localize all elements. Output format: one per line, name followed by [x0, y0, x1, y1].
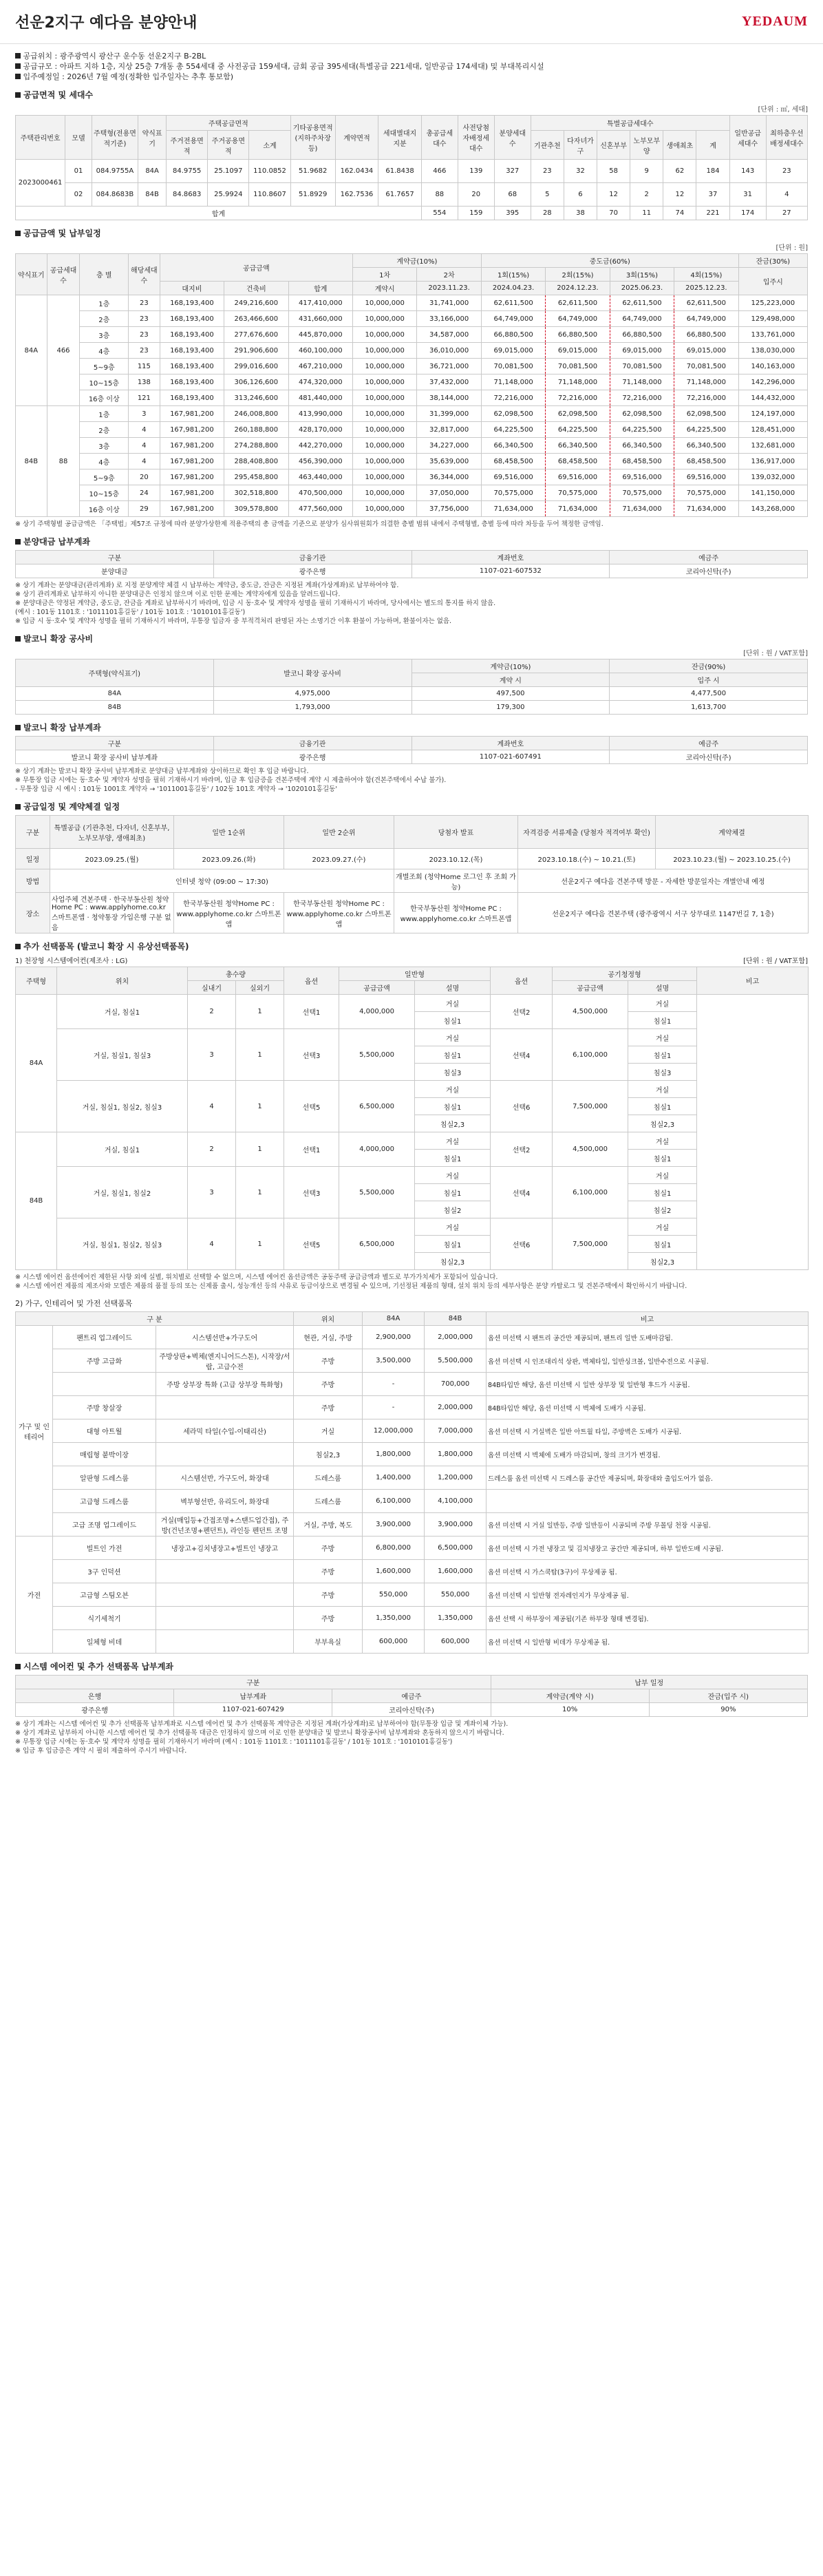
- supply-row: 2023000461 01 084.9755A 84A 84.9755 25.1097 110.0852 51.9682 162.0434 61.8438 466 139 327 23 32 58 9 62 184 143 23: [16, 160, 808, 183]
- account1-section-title: 분양대금 납부계좌: [15, 536, 808, 547]
- ac-option-row: 침실1 침실1: [16, 1012, 809, 1029]
- furniture-option-row: 가구 및 인테리어 팬트리 업그레이드 시스템선반+가구도어 현관, 거실, 주방 2,900,000 2,000,000 옵션 미선택 시 팬트리 공간만 제공되며, 팬트리 일반 도배마감됨.: [16, 1326, 809, 1349]
- furniture-option-row: 고급 조명 업그레이드 거실(매입등+간접조명+스탠드업간접), 주방(건넌조명+펜던트), 라인등 펜던트 조명 거실, 주방, 복도 3,900,000 3,900,000 옵션 미선택 시 거실 일반등, 주방 일반등이 시공되며 주방 무몰딩 천장 시공됨.: [16, 1513, 809, 1537]
- balcony-table: 주택형(약식표기) 발코니 확장 공사비 계약금(10%) 잔금(90%) 계약 시 입주 시 84A 4,975,000 497,500 4,477,500 84B 1,793,000 179,300 1,613,700: [15, 659, 808, 715]
- account2-section-title: 발코니 확장 납부계좌: [15, 721, 808, 733]
- furniture-option-row: 식기세척기 주방 1,350,000 1,350,000 옵션 선택 시 하부장이 제공됨(기존 하부장 형태 변경됨).: [16, 1607, 809, 1630]
- ac-option-row: 84B 거실, 침실1 2 1 선택1 4,000,000 거실 선택2 4,500,000 거실: [16, 1132, 809, 1150]
- schedule-section-title: 공급일정 및 계약체결 일정: [15, 801, 808, 812]
- ac-option-row: 침실1 침실1: [16, 1184, 809, 1201]
- account3-section-title: 시스템 에어컨 및 추가 선택품목 납부계좌: [15, 1660, 808, 1672]
- ac-option-row: 침실1 침실1: [16, 1236, 809, 1253]
- payment-row: 4층 23 168,193,400 291,906,600 460,100,000 10,000,000 36,010,000 69,015,000 69,015,000 69,015,000 69,015,000 138,030,000: [16, 343, 808, 359]
- balcony-section-title: 발코니 확장 공사비: [15, 633, 808, 644]
- payment-note: ※ 상기 주택형별 공급금액은 「주택법」제57조 규정에 따라 분양가상한제 적용주택의 총 금액을 기준으로 분양가 심사위원회가 의결한 층별 범위 내에서 주택형별, 층별 등에 따라 차등을 두어 책정한 금액임.: [15, 520, 603, 528]
- payment-row: 2층 23 168,193,400 263,466,600 431,660,000 10,000,000 33,166,000 64,749,000 64,749,000 64,749,000 64,749,000 129,498,000: [16, 311, 808, 327]
- note-location: 공급위치 : 광주광역시 광산구 운수동 선운2지구 B-2BL: [15, 51, 808, 61]
- ac-options-table: 주택형 위치 총수량 옵션 일반형 옵션 공기청정형 비고 실내기 실외기 공급금액 설명 공급금액 설명 84A 거실, 침실1 2 1 선택1 4,000,000 거실 선택2 4,500,000 거실 침실1 침실1 거실, 침실1, 침실3 3 1 선택3 5,500,000 거실 선택4 6,100,000 거실 침실1 침실1 침실3 침실3 거실, 침실1, 침실2, 침실3 4 1 선택5 6,500,000 거실 선택6 7,500,000 거실 침실1 침실1 침실2,3 침실2,3 84B 거실, 침실1 2 1 선택1 4,000,000 거실 선택2 4,500,000 거실 침실1 침실1 거실, 침실1, 침실2 3 1 선택3 5,500,000 거실 선택4 6,100,000 거실 침실1 침실1 침실2 침실2 거실, 침실1, 침실2, 침실3 4 1 선택5 6,500,000 거실 선택6 7,500,000 거실 침실1 침실1 침실2,3 침실2,3: [15, 967, 809, 1270]
- furniture-option-row: 주방 고급화 주방상판+벽체(엔지니어드스톤), 시작장/서랍, 고급수전 주방 3,500,000 5,500,000 옵션 미선택 시 인조대리석 상판, 벽체타일, 일반싱크볼, 일반수전으로 시공됨.: [16, 1349, 809, 1373]
- furniture-options-table: 구 분 위치 84A 84B 비고 가구 및 인테리어 팬트리 업그레이드 시스템선반+가구도어 현관, 거실, 주방 2,900,000 2,000,000 옵션 미선택 시 팬트리 공간만 제공되며, 팬트리 일반 도배마감됨. 주방 고급화 주방상판+벽체(엔지니어드스톤), 시작장/서랍, 고급수전 주방 3,500,000 5,500,000 옵션 미선택 시 인조대리석 상판, 벽체타일, 일반싱크볼, 일반수전으로 시공됨. 주방 상부장 특화 (고급 상부장 특화형) 주방 - 700,000 84B타입만 해당, 옵션 미선택 시 일반 상부장 및 일반형 후드가 시공됨. 주방 창살장 주방 - 2,000,000 84B타입만 해당, 옵션 미선택 시 벽체에 도배가 시공됨. 대형 아트월 세라믹 타일(수입-이태리산) 거실 12,000,000 7,000,000 옵션 미선택 시 거실벽은 일반 아트월 타일, 주방벽은 도배가 시공됨. 매립형 붙박이장 침실2,3 1,800,000 1,800,000 옵션 미선택 시 벽체에 도배가 마감되며, 창의 크기가 변경됨. 알판형 드레스룸 시스템선반, 가구도어, 화장대 드레스룸 1,400,000 1,200,000 드레스룸 옵션 미선택 시 드레스룸 공간만 제공되며, 화장대와 출입도어가 없음. 고급형 드레스룸 벽부형선반, 유리도어, 화장대 드레스룸 6,100,000 4,100,000 고급 조명 업그레이드 거실(매입등+간접조명+스탠드업간접), 주방(건넌조명+펜던트), 라인등 펜던트 조명 거실, 주방, 복도 3,900,000 3,900,000 옵션 미선택 시 거실 일반등, 주방 일반등이 시공되며 주방 무몰딩 천장 시공됨. 가전 빌트인 가전 냉장고+김치냉장고+빌트인 냉장고 주방 6,800,000 6,500,000 옵션 미선택 시 가전 냉장고 및 김치냉장고 공간만 제공되며, 하부 일반도배 시공됨. 3구 인덕션 주방 1,600,000 1,600,000 옵션 미선택 시 가스쿡탑(3구)이 무상제공 됨. 고급형 스팀오븐 주방 550,000 550,000 옵션 미선택 시 일반형 전자레인지가 무상제공 됨. 식기세척기 주방 1,350,000 1,350,000 옵션 선택 시 하부장이 제공됨(기존 하부장 형태 변경됨). 일체형 비데 부부욕실 600,000 600,000 옵션 미선택 시 일반형 비데가 무상제공 됨.: [15, 1311, 809, 1654]
- payment-row: 16층 이상 29 167,981,200 309,578,800 477,560,000 10,000,000 37,756,000 71,634,000 71,634,000 71,634,000 71,634,000 143,268,000: [16, 501, 808, 517]
- supply-section-title: 공급면적 및 세대수: [15, 89, 808, 101]
- account2-number[interactable]: 1107-021-607491: [412, 750, 610, 764]
- options-sub: 1) 천장형 시스템에어컨(제조사 : LG): [15, 958, 128, 965]
- furniture-option-row: 주방 상부장 특화 (고급 상부장 특화형) 주방 - 700,000 84B타입만 해당, 옵션 미선택 시 일반 상부장 및 일반형 후드가 시공됨.: [16, 1373, 809, 1396]
- account1-number[interactable]: 1107-021-607532: [412, 564, 610, 578]
- schedule-table: 구분 특별공급 (기관추천, 다자녀, 신혼부부, 노부모부양, 생애최초) 일반 1순위 일반 2순위 당첨자 발표 자격검증 서류제출 (당첨자 적격여부 확인) 계약체결 일정 2023.09.25.(월) 2023.09.26.(화) 2023.09.27.(수) 2023.10.12.(목) 2023.10.18.(수) ~ 10.21.(토) 2023.10.23.(월) ~ 2023.10.25.(수) 방법 인터넷 청약 (09:00 ~ 17:30) 개별조회 (청약Home 로그인 후 조회 가능) 선운2지구 예다음 견본주택 방문 - 자세한 방문일자는 개별안내 예정 장소 사업주체 견본주택 · 한국부동산원 청약Home PC : www.applyhome.co.kr 스마트폰앱 · 청약통장 가입은행 구분 없음 한국부동산원 청약Home PC : www.applyhome.co.kr 스마트폰앱 한국부동산원 청약Home PC : www.applyhome.co.kr 스마트폰앱 한국부동산원 청약Home PC : www.applyhome.co.kr 스마트폰앱 선운2지구 예다음 견본주택 (광주광역시 서구 상무대로 1147번길 7, 1층): [15, 815, 809, 933]
- payment-row: 10~15층 24 167,981,200 302,518,800 470,500,000 10,000,000 37,050,000 70,575,000 70,575,000 70,575,000 70,575,000 141,150,000: [16, 485, 808, 501]
- note-movein: 입주예정일 : 2026년 7월 예정(정확한 입주일자는 추후 통보함): [15, 72, 808, 82]
- supply-unit: [단위 : ㎡, 세대]: [758, 106, 808, 114]
- page-header: [0, 0, 823, 44]
- payment-row: 84A 466 1층 23 168,193,400 249,216,600 417,410,000 10,000,000 31,741,000 62,611,500 62,611,500 62,611,500 62,611,500 125,223,000: [16, 295, 808, 311]
- ac-option-row: 침실3 침실3: [16, 1064, 809, 1081]
- payment-row: 5~9층 20 167,981,200 295,458,800 463,440,000 10,000,000 36,344,000 69,516,000 69,516,000 69,516,000 69,516,000 139,032,000: [16, 469, 808, 485]
- furniture-option-row: 고급형 스팀오븐 주방 550,000 550,000 옵션 미선택 시 일반형 전자레인지가 무상제공 됨.: [16, 1583, 809, 1607]
- options-section-title: 추가 선택품목 (발코니 확장 시 유상선택품목): [15, 940, 808, 952]
- options-unit: [단위 : 원 / VAT포함]: [743, 958, 808, 965]
- payment-unit: [단위 : 원]: [776, 244, 808, 252]
- ac-option-row: 침실1 침실1: [16, 1150, 809, 1167]
- ac-option-row: 84A 거실, 침실1 2 1 선택1 4,000,000 거실 선택2 4,500,000 거실: [16, 995, 809, 1012]
- furniture-option-row: 대형 아트월 세라믹 타일(수입-이태리산) 거실 12,000,000 7,000,000 옵션 미선택 시 거실벽은 일반 아트월 타일, 주방벽은 도배가 시공됨.: [16, 1419, 809, 1443]
- options2-sub: 2) 가구, 인테리어 및 가전 선택품목: [15, 1299, 133, 1308]
- furniture-option-row: 가전 빌트인 가전 냉장고+김치냉장고+빌트인 냉장고 주방 6,800,000 6,500,000 옵션 미선택 시 가전 냉장고 및 김치냉장고 공간만 제공되며, 하부 일반도배 시공됨.: [16, 1537, 809, 1560]
- ac-option-row: 거실, 침실1, 침실2, 침실3 4 1 선택5 6,500,000 거실 선택6 7,500,000 거실: [16, 1218, 809, 1236]
- ac-option-row: 거실, 침실1, 침실2 3 1 선택3 5,500,000 거실 선택4 6,100,000 거실: [16, 1167, 809, 1184]
- account1-table: 구분 금융기관 계좌번호 예금주 분양대금 광주은행 1107-021-607532 코리아신탁(주): [15, 550, 808, 578]
- payment-row: 84B 88 1층 3 167,981,200 246,008,800 413,990,000 10,000,000 31,399,000 62,098,500 62,098,500 62,098,500 62,098,500 124,197,000: [16, 406, 808, 422]
- overview-notes: [15, 44, 808, 82]
- payment-row: 16층 이상 121 168,193,400 313,246,600 481,440,000 10,000,000 38,144,000 72,216,000 72,216,000 72,216,000 72,216,000 144,432,000: [16, 390, 808, 406]
- account3-number[interactable]: 1107-021-607429: [174, 1703, 332, 1717]
- ac-option-row: 침실2 침실2: [16, 1201, 809, 1218]
- supply-total-row: 합계 554 159 395 28 38 70 11 74 221 174 27: [16, 207, 808, 220]
- payment-row: 4층 4 167,981,200 288,408,800 456,390,000 10,000,000 35,639,000 68,458,500 68,458,500 68,458,500 68,458,500 136,917,000: [16, 454, 808, 469]
- account3-table: 구분 납부 일정 은행 납부계좌 예금주 계약금(계약 시) 잔금(입주 시) 광주은행 1107-021-607429 코리아신탁(주) 10% 90%: [15, 1675, 808, 1717]
- account2-table: 구분 금융기관 계좌번호 예금주 발코니 확장 공사비 납부계좌 광주은행 1107-021-607491 코리아신탁(주): [15, 736, 808, 764]
- furniture-option-row: 주방 창살장 주방 - 2,000,000 84B타입만 해당, 옵션 미선택 시 벽체에 도배가 시공됨.: [16, 1396, 809, 1419]
- ac-option-row: 거실, 침실1, 침실2, 침실3 4 1 선택5 6,500,000 거실 선택6 7,500,000 거실: [16, 1081, 809, 1098]
- ac-option-row: 침실1 침실1: [16, 1046, 809, 1064]
- account3-notes: ※ 상기 계좌는 시스템 에어컨 및 추가 선택품목 납부계좌로 시스템 에어컨 및 추가 선택품목 계약금은 지정된 계좌(가상계좌)로 납부하여야 함(무통장 입금 및 계좌이체 가능). ※ 상기 계좌로 납부하지 아니한 시스템 에어컨 및 추가 선택품목 대금은 인정하지 않으며 이로 인한 분양대금 및 발코니 확장공사비 납부계좌와 혼동하지 않으시기 바랍니다. ※ 무통장 입금 시에는 동·호수 및 계약자 성명을 필히 기재하시기 바라며 (예시 : 101동 1101호 : '1011101홍길동' / 101동 101호 : '1010101홍길동') ※ 입금 후 입금증은 계약 시 필히 제출하여 주시기 바랍니다.: [15, 1720, 509, 1755]
- ac-option-row: 침실2,3 침실2,3: [16, 1253, 809, 1270]
- supply-table: 주택관리번호 모델 주택형(전용면적기준) 약식표기 주택공급면적 기타공용면적(지하주차장 등) 계약면적 세대별대지지분 총공급세대수 사전당첨자배정세대수 분양세대수 특별공급세대수 일반공급세대수 최하층우선배정세대수 주거전용면적 주거공용면적 소계 기관추천 다자녀가구 신혼부부 노부모부양 생애최초 계 2023000461 01 084.9755A 84A 84.9755 25.1097 110.0852 51.9682 162.0434 61.8438 466 139 327 23 32 58 9 62 184 143 23 02 084.8683B 84B 84.8683 25.9924 110.8607 51.8929 162.7536 61.7657 88 20 68 5 6 12 2 12 37 31 4 합계 554 159 395 28 38 70 11 74 221 174 27: [15, 115, 808, 220]
- brand-logo: YEDAUM: [742, 14, 808, 29]
- options-notes: ※ 시스템 에어컨 옵션에어컨 제한된 사항 외에 실별, 위치별로 선택할 수 없으며, 시스템 에어컨 옵션금액은 공동주택 공급금액과 별도로 부가가치세가 포함되어 있습니다. ※ 시스템 에어컨 제품의 제조사와 모델은 제품의 품절 등의 또는 신제품 출시, 성능개선 등의 사유로 동급이상으로 변경될 수 있으며, 기선정된 제품의 형태, 설치 위치 등의 세부사항은 분양 카탈로그 및 견본주택에서 확인하시기 바랍니다.: [15, 1274, 687, 1290]
- payment-row: 3층 23 168,193,400 277,676,600 445,870,000 10,000,000 34,587,000 66,880,500 66,880,500 66,880,500 66,880,500 133,761,000: [16, 327, 808, 343]
- payment-section-title: 공급금액 및 납부일정: [15, 227, 808, 239]
- furniture-option-row: 3구 인덕션 주방 1,600,000 1,600,000 옵션 미선택 시 가스쿡탑(3구)이 무상제공 됨.: [16, 1560, 809, 1583]
- payment-table: 약식표기 공급세대수 층 별 해당세대수 공급금액 계약금(10%) 중도금(60%) 잔금(30%) 1차 2차 1회(15%) 2회(15%) 3회(15%) 4회(15%) 입주시 대지비 건축비 합계 계약시 2023.11.23. 2024.04.23. 2024.12.23. 2025.06.23. 2025.12.23. 84A 466 1층 23 168,193,400 249,216,600 417,410,000 10,000,000 31,741,000 62,611,500 62,611,500 62,611,500 62,611,500 125,223,000 2층 23 168,193,400 263,466,600 431,660,000 10,000,000 33,166,000 64,749,000 64,749,000 64,749,000 64,749,000 129,498,000 3층 23 168,193,400 277,676,600 445,870,000 10,000,000 34,587,000 66,880,500 66,880,500 66,880,500 66,880,500 133,761,000 4층 23 168,193,400 291,906,600 460,100,000 10,000,000 36,010,000 69,015,000 69,015,000 69,015,000 69,015,000 138,030,000 5~9층 115 168,193,400 299,016,600 467,210,000 10,000,000 36,721,000 70,081,500 70,081,500 70,081,500 70,081,500 140,163,000 10~15층 138 168,193,400 306,126,600 474,320,000 10,000,000 37,432,000 71,148,000 71,148,000 71,148,000 71,148,000 142,296,000 16층 이상 121 168,193,400 313,246,600 481,440,000 10,000,000 38,144,000 72,216,000 72,216,000 72,216,000 72,216,000 144,432,000 84B 88 1층 3 167,981,200 246,008,800 413,990,000 10,000,000 31,399,000 62,098,500 62,098,500 62,098,500 62,098,500 124,197,000 2층 4 167,981,200 260,188,800 428,170,000 10,000,000 32,817,000 64,225,500 64,225,500 64,225,500 64,225,500 128,451,000 3층 4 167,981,200 274,288,800 442,270,000 10,000,000 34,227,000 66,340,500 66,340,500 66,340,500 66,340,500 132,681,000 4층 4 167,981,200 288,408,800 456,390,000 10,000,000 35,639,000 68,458,500 68,458,500 68,458,500 68,458,500 136,917,000 5~9층 20 167,981,200 295,458,800 463,440,000 10,000,000 36,344,000 69,516,000 69,516,000 69,516,000 69,516,000 139,032,000 10~15층 24 167,981,200 302,518,800 470,500,000 10,000,000 37,050,000 70,575,000 70,575,000 70,575,000 70,575,000 141,150,000 16층 이상 29 167,981,200 309,578,800 477,560,000 10,000,000 37,756,000 71,634,000 71,634,000 71,634,000 71,634,000 143,268,000: [15, 253, 808, 517]
- payment-row: 3층 4 167,981,200 274,288,800 442,270,000 10,000,000 34,227,000 66,340,500 66,340,500 66,340,500 66,340,500 132,681,000: [16, 438, 808, 454]
- account2-notes: ※ 상기 계좌는 발코니 확장 공사비 납부계좌로 분양대금 납부계좌와 상이하므로 확인 후 입금 바랍니다. ※ 무통장 입금 시에는 동·호수 및 계약자 성명을 필히 기재하시기 바라며, 입금 후 입금증을 견본주택에 계약 시 제출하여야 함(견본주택에서 수납 불가). - 무통장 입금 시 예시 : 101동 1001호 계약자 → '1011001홍길동' / 102동 101호 계약자 → '1020101홍길동': [15, 768, 447, 793]
- supply-row: 02 084.8683B 84B 84.8683 25.9924 110.8607 51.8929 162.7536 61.7657 88 20 68 5 6 12 2 12 37 31 4: [16, 183, 808, 207]
- furniture-option-row: 알판형 드레스룸 시스템선반, 가구도어, 화장대 드레스룸 1,400,000 1,200,000 드레스룸 옵션 미선택 시 드레스룸 공간만 제공되며, 화장대와 출입도어가 없음.: [16, 1466, 809, 1490]
- furniture-option-row: 고급형 드레스룸 벽부형선반, 유리도어, 화장대 드레스룸 6,100,000 4,100,000: [16, 1490, 809, 1513]
- payment-row: 5~9층 115 168,193,400 299,016,600 467,210,000 10,000,000 36,721,000 70,081,500 70,081,500 70,081,500 70,081,500 140,163,000: [16, 359, 808, 374]
- payment-row: 10~15층 138 168,193,400 306,126,600 474,320,000 10,000,000 37,432,000 71,148,000 71,148,000 71,148,000 71,148,000 142,296,000: [16, 374, 808, 390]
- page-title: 선운2지구 예다음 분양안내: [15, 14, 197, 32]
- account1-notes: ※ 상기 계좌는 분양대금(관리계좌) 로 지정 분양계약 체결 시 납부하는 계약금, 중도금, 잔금은 지정된 계좌(가상계좌)로 납부하여야 함. ※ 상기 관리계좌로 납부하지 아니한 분양대금은 인정치 않으며 이로 인한 문제는 계약자에게 있음을 알려드립니다. ※ 분양대금은 약정된 계약금, 중도금, 잔금을 계좌로 납부하시기 바라며, 입금 시 동·호수 및 계약자 성명을 필히 기재하시기 바라며, 당사에서는 별도의 통지를 하지 않음. (예시 : 101동 1101호 : '1011101홍길동' / 101동 101호 : '1010101홍길동') ※ 입금 시 동·호수 및 계약자 성명을 필히 기재하시기 바라며, 무통장 입금자 중 부적격처리 판명된 자는 소명기간 이후 환불이 가능하며, 환불이자는 없음.: [15, 582, 496, 625]
- note-scale: 공급규모 : 아파트 지하 1층, 지상 25층 7개동 총 554세대 중 사전공급 159세대, 금회 공급 395세대(특별공급 221세대, 일반공급 174세대) 및 부대복리시설: [15, 61, 808, 72]
- ac-option-row: 거실, 침실1, 침실3 3 1 선택3 5,500,000 거실 선택4 6,100,000 거실: [16, 1029, 809, 1046]
- ac-option-row: 침실1 침실1: [16, 1098, 809, 1115]
- ac-option-row: 침실2,3 침실2,3: [16, 1115, 809, 1132]
- payment-row: 2층 4 167,981,200 260,188,800 428,170,000 10,000,000 32,817,000 64,225,500 64,225,500 64,225,500 64,225,500 128,451,000: [16, 422, 808, 438]
- balcony-unit: [단위 : 원 / VAT포함]: [743, 650, 808, 657]
- furniture-option-row: 일체형 비데 부부욕실 600,000 600,000 옵션 미선택 시 일반형 비데가 무상제공 됨.: [16, 1630, 809, 1654]
- furniture-option-row: 매립형 붙박이장 침실2,3 1,800,000 1,800,000 옵션 미선택 시 벽체에 도배가 마감되며, 창의 크기가 변경됨.: [16, 1443, 809, 1466]
